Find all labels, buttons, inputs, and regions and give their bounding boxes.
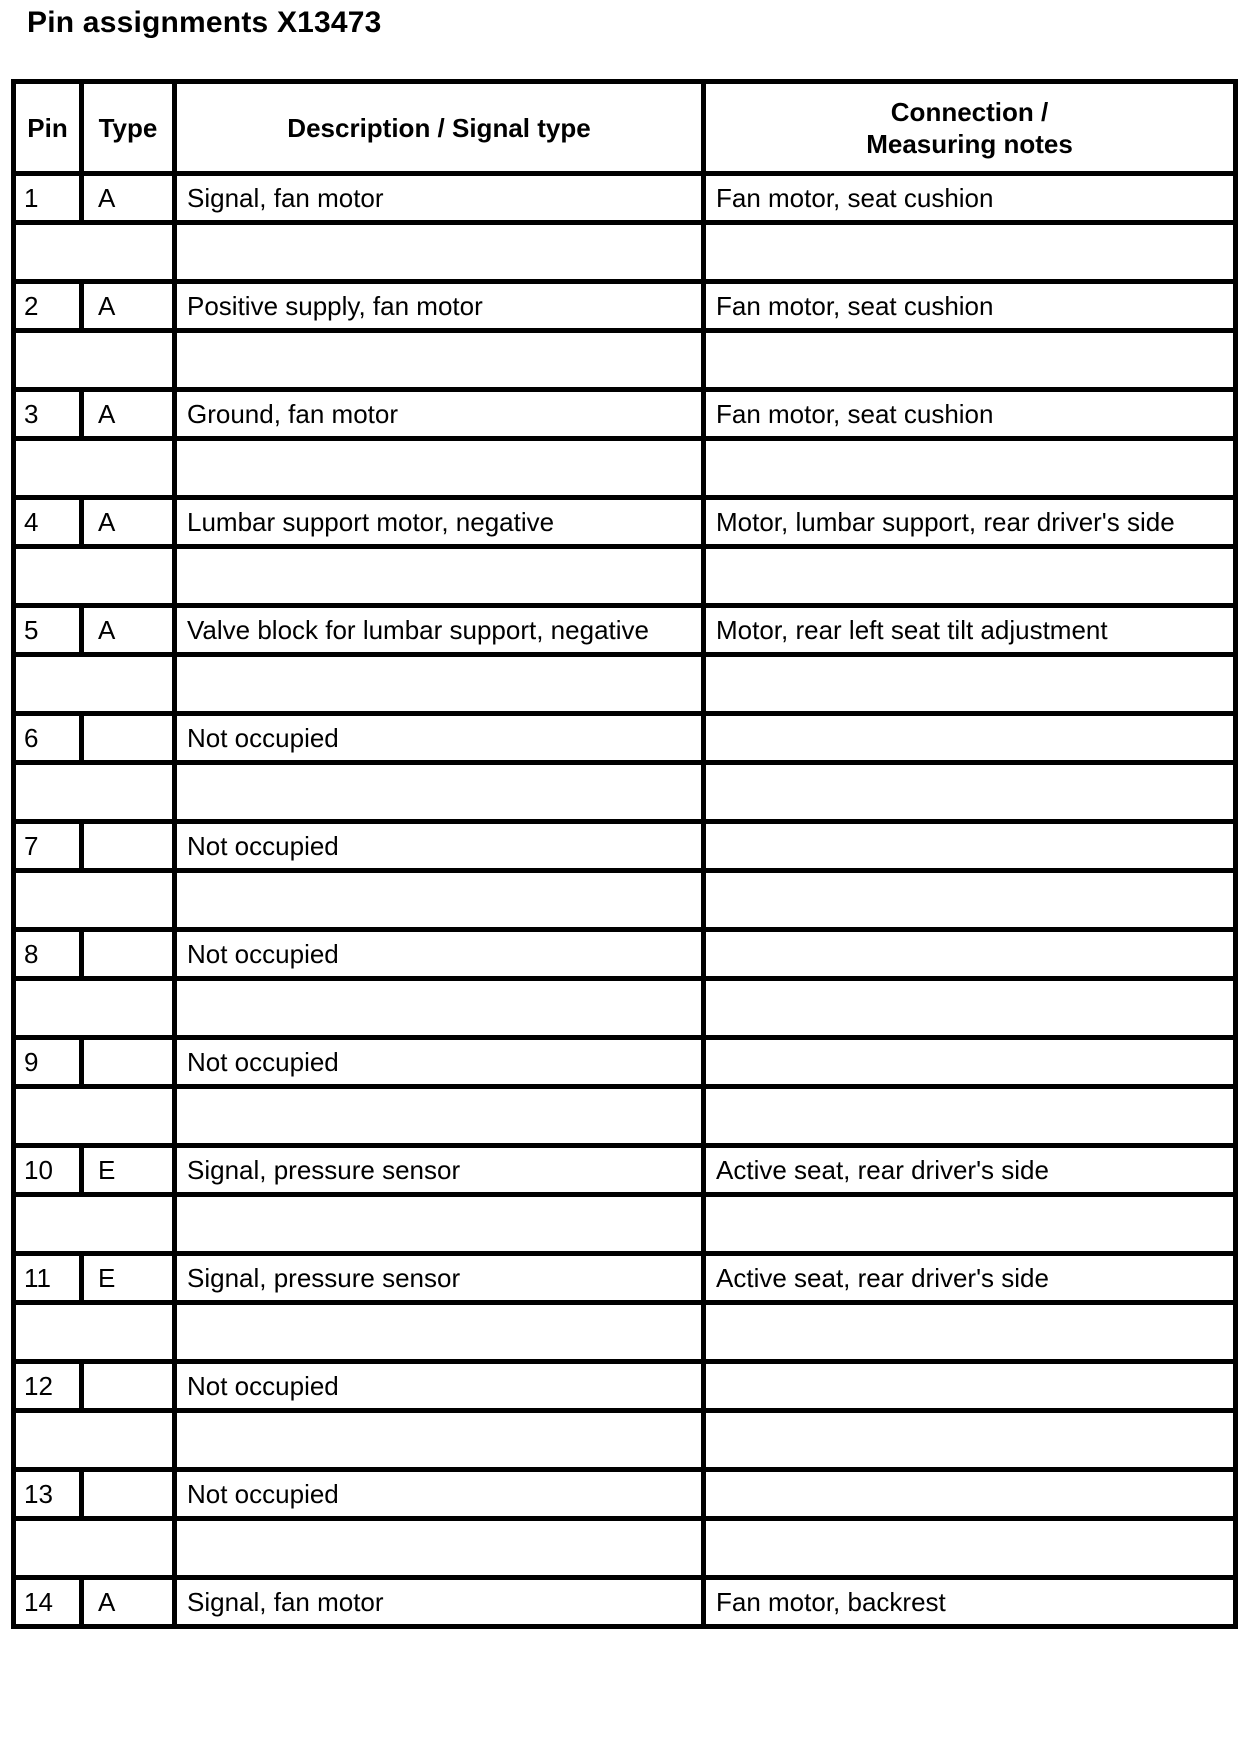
empty-cell [14, 655, 175, 714]
spacer-row [14, 763, 1236, 822]
spacer-row [14, 871, 1236, 930]
desc-cell: Not occupied [175, 1038, 704, 1087]
empty-cell [704, 1087, 1236, 1146]
type-cell: A [82, 174, 175, 223]
empty-cell [14, 1087, 175, 1146]
table-row [14, 930, 1236, 979]
pin-cell: 4 [14, 498, 82, 547]
conn-cell [704, 1470, 1236, 1519]
empty-cell [704, 223, 1236, 282]
empty-cell [704, 1519, 1236, 1578]
table-row [14, 282, 1236, 331]
conn-cell [704, 1038, 1236, 1087]
type-cell: A [82, 1578, 175, 1627]
empty-cell [175, 871, 704, 930]
empty-cell [704, 1195, 1236, 1254]
empty-cell [175, 763, 704, 822]
empty-cell [175, 331, 704, 390]
table-row [14, 1038, 1236, 1087]
pin-cell: 2 [14, 282, 82, 331]
conn-cell: Fan motor, seat cushion [704, 390, 1236, 439]
spacer-row [14, 1519, 1236, 1578]
pin-cell: 5 [14, 606, 82, 655]
table-row [14, 822, 1236, 871]
spacer-row [14, 547, 1236, 606]
type-cell: E [82, 1254, 175, 1303]
conn-cell [704, 714, 1236, 763]
empty-cell [14, 547, 175, 606]
pin-assignment-table [11, 79, 1238, 1629]
type-cell [82, 714, 175, 763]
desc-cell: Not occupied [175, 1470, 704, 1519]
table-row [14, 390, 1236, 439]
conn-cell: Active seat, rear driver's side [704, 1146, 1236, 1195]
pin-cell: 8 [14, 930, 82, 979]
empty-cell [175, 1519, 704, 1578]
desc-cell: Valve block for lumbar support, negative [175, 606, 704, 655]
pin-cell: 13 [14, 1470, 82, 1519]
empty-cell [704, 871, 1236, 930]
pin-cell: 6 [14, 714, 82, 763]
conn-cell [704, 822, 1236, 871]
empty-cell [704, 547, 1236, 606]
table-row [14, 1470, 1236, 1519]
spacer-row [14, 223, 1236, 282]
conn-cell: Motor, lumbar support, rear driver's side [704, 498, 1236, 547]
spacer-row [14, 1303, 1236, 1362]
empty-cell [14, 871, 175, 930]
empty-cell [175, 655, 704, 714]
empty-cell [14, 1519, 175, 1578]
column-header-connection [704, 82, 1236, 174]
type-cell: A [82, 390, 175, 439]
empty-cell [704, 763, 1236, 822]
type-cell [82, 930, 175, 979]
empty-cell [175, 547, 704, 606]
conn-cell [704, 1362, 1236, 1411]
column-header-pin: Pin [14, 82, 82, 174]
empty-cell [704, 979, 1236, 1038]
column-header-connection-line2: Measuring notes [866, 128, 1073, 159]
empty-cell [175, 1411, 704, 1470]
empty-cell [14, 439, 175, 498]
pin-cell: 12 [14, 1362, 82, 1411]
empty-cell [704, 439, 1236, 498]
column-header-description: Description / Signal type [175, 82, 704, 174]
pin-cell: 14 [14, 1578, 82, 1627]
empty-cell [175, 1195, 704, 1254]
table-body [14, 174, 1236, 1627]
type-cell [82, 822, 175, 871]
conn-cell: Fan motor, seat cushion [704, 282, 1236, 331]
desc-cell: Signal, fan motor [175, 174, 704, 223]
empty-cell [704, 1411, 1236, 1470]
pin-cell: 10 [14, 1146, 82, 1195]
desc-cell: Not occupied [175, 1362, 704, 1411]
desc-cell: Signal, fan motor [175, 1578, 704, 1627]
conn-cell: Fan motor, seat cushion [704, 174, 1236, 223]
empty-cell [14, 1411, 175, 1470]
empty-cell [14, 763, 175, 822]
spacer-row [14, 979, 1236, 1038]
conn-cell: Active seat, rear driver's side [704, 1254, 1236, 1303]
column-header-connection-line1: Connection / [890, 96, 1049, 127]
empty-cell [14, 979, 175, 1038]
desc-cell: Positive supply, fan motor [175, 282, 704, 331]
table-row [14, 1362, 1236, 1411]
empty-cell [704, 331, 1236, 390]
desc-cell: Not occupied [175, 822, 704, 871]
empty-cell [175, 1087, 704, 1146]
spacer-row [14, 1411, 1236, 1470]
table-row [14, 174, 1236, 223]
empty-cell [14, 1303, 175, 1362]
empty-cell [14, 223, 175, 282]
table-row [14, 1254, 1236, 1303]
type-cell: A [82, 606, 175, 655]
type-cell [82, 1038, 175, 1087]
table-row [14, 606, 1236, 655]
desc-cell: Ground, fan motor [175, 390, 704, 439]
empty-cell [704, 655, 1236, 714]
spacer-row [14, 1195, 1236, 1254]
empty-cell [175, 1303, 704, 1362]
conn-cell: Fan motor, backrest [704, 1578, 1236, 1627]
conn-cell [704, 930, 1236, 979]
type-cell: E [82, 1146, 175, 1195]
pin-cell: 1 [14, 174, 82, 223]
empty-cell [14, 1195, 175, 1254]
table-row [14, 714, 1236, 763]
spacer-row [14, 439, 1236, 498]
table-header-row [14, 82, 1236, 174]
empty-cell [704, 1303, 1236, 1362]
spacer-row [14, 655, 1236, 714]
type-cell: A [82, 282, 175, 331]
desc-cell: Not occupied [175, 930, 704, 979]
page-title: Pin assignments X13473 [27, 6, 382, 39]
empty-cell [175, 223, 704, 282]
conn-cell: Motor, rear left seat tilt adjustment [704, 606, 1236, 655]
empty-cell [175, 979, 704, 1038]
type-cell [82, 1470, 175, 1519]
type-cell: A [82, 498, 175, 547]
pin-cell: 11 [14, 1254, 82, 1303]
table-row [14, 1578, 1236, 1627]
table-row [14, 1146, 1236, 1195]
pin-cell: 7 [14, 822, 82, 871]
spacer-row [14, 331, 1236, 390]
empty-cell [175, 439, 704, 498]
desc-cell: Lumbar support motor, negative [175, 498, 704, 547]
pin-cell: 3 [14, 390, 82, 439]
desc-cell: Not occupied [175, 714, 704, 763]
spacer-row [14, 1087, 1236, 1146]
pin-cell: 9 [14, 1038, 82, 1087]
empty-cell [14, 331, 175, 390]
column-header-type: Type [82, 82, 175, 174]
type-cell [82, 1362, 175, 1411]
desc-cell: Signal, pressure sensor [175, 1254, 704, 1303]
desc-cell: Signal, pressure sensor [175, 1146, 704, 1195]
table-row [14, 498, 1236, 547]
